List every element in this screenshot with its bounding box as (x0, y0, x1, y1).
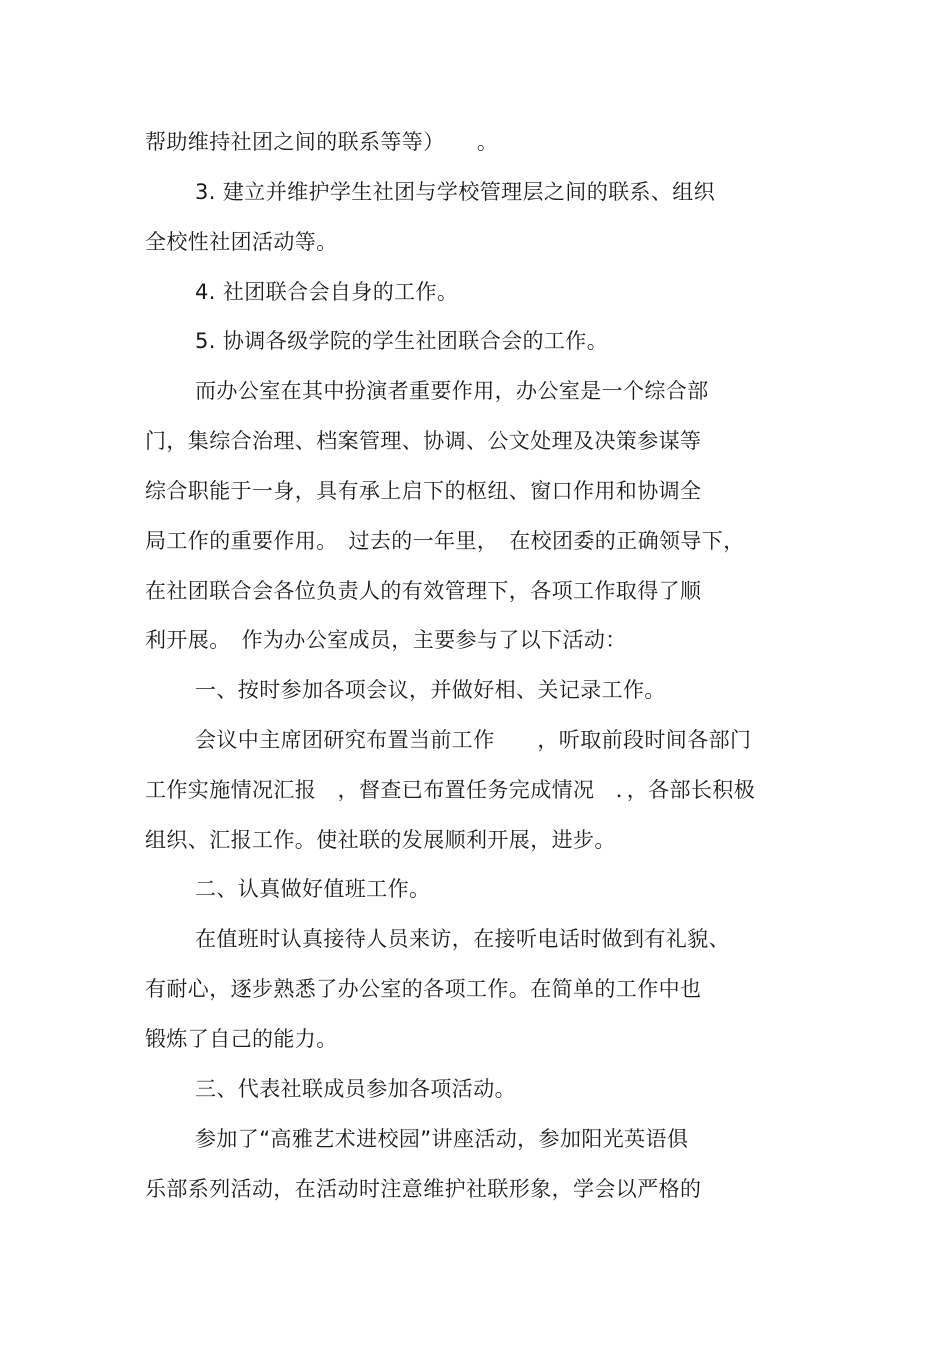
text-line: 4. 社团联合会自身的工作。 (195, 280, 459, 304)
text-line: 工作实施情况汇报 ，督查已布置任务完成情况 ．，各部长积极 (145, 778, 756, 802)
text-line: 会议中主席团研究布置当前工作 ，听取前段时间各部门 (195, 728, 752, 752)
text-line: 全校性社团活动等。 (145, 230, 338, 254)
text-line: 在值班时认真接待人员来访，在接听电话时做到有礼貌、 (195, 927, 730, 951)
text-line: 有耐心，逐步熟悉了办公室的各项工作。在简单的工作中也 (145, 977, 702, 1001)
text-line: 而办公室在其中扮演者重要作用，办公室是一个综合部 (195, 379, 709, 403)
text-line: 综合职能于一身，具有承上启下的枢纽、窗口作用和协调全 (145, 479, 702, 503)
text-line: 3. 建立并维护学生社团与学校管理层之间的联系、组织 (195, 180, 716, 204)
text-line: 帮助维持社团之间的联系等等） 。 (145, 130, 499, 154)
text-line: 乐部系列活动，在活动时注意维护社联形象，学会以严格的 (145, 1177, 702, 1201)
text-line: 利开展。 作为办公室成员，主要参与了以下活动： (145, 628, 627, 652)
text-line: 二、认真做好值班工作。 (195, 877, 431, 901)
text-line: 组织、汇报工作。使社联的发展顺利开展，进步。 (145, 828, 616, 852)
text-line: 参加了“高雅艺术进校园”讲座活动，参加阳光英语俱 (195, 1127, 689, 1151)
text-line: 三、代表社联成员参加各项活动。 (195, 1077, 516, 1101)
text-line: 门，集综合治理、档案管理、协调、公文处理及决策参谋等 (145, 429, 702, 453)
text-line: 锻炼了自己的能力。 (145, 1027, 338, 1051)
text-line: 5. 协调各级学院的学生社团联合会的工作。 (195, 329, 609, 353)
text-line: 一、按时参加各项会议，并做好相、关记录工作。 (195, 678, 666, 702)
text-line: 局工作的重要作用。 过去的一年里， 在校团委的正确领导下， (145, 529, 745, 553)
text-line: 在社团联合会各位负责人的有效管理下，各项工作取得了顺 (145, 579, 702, 603)
